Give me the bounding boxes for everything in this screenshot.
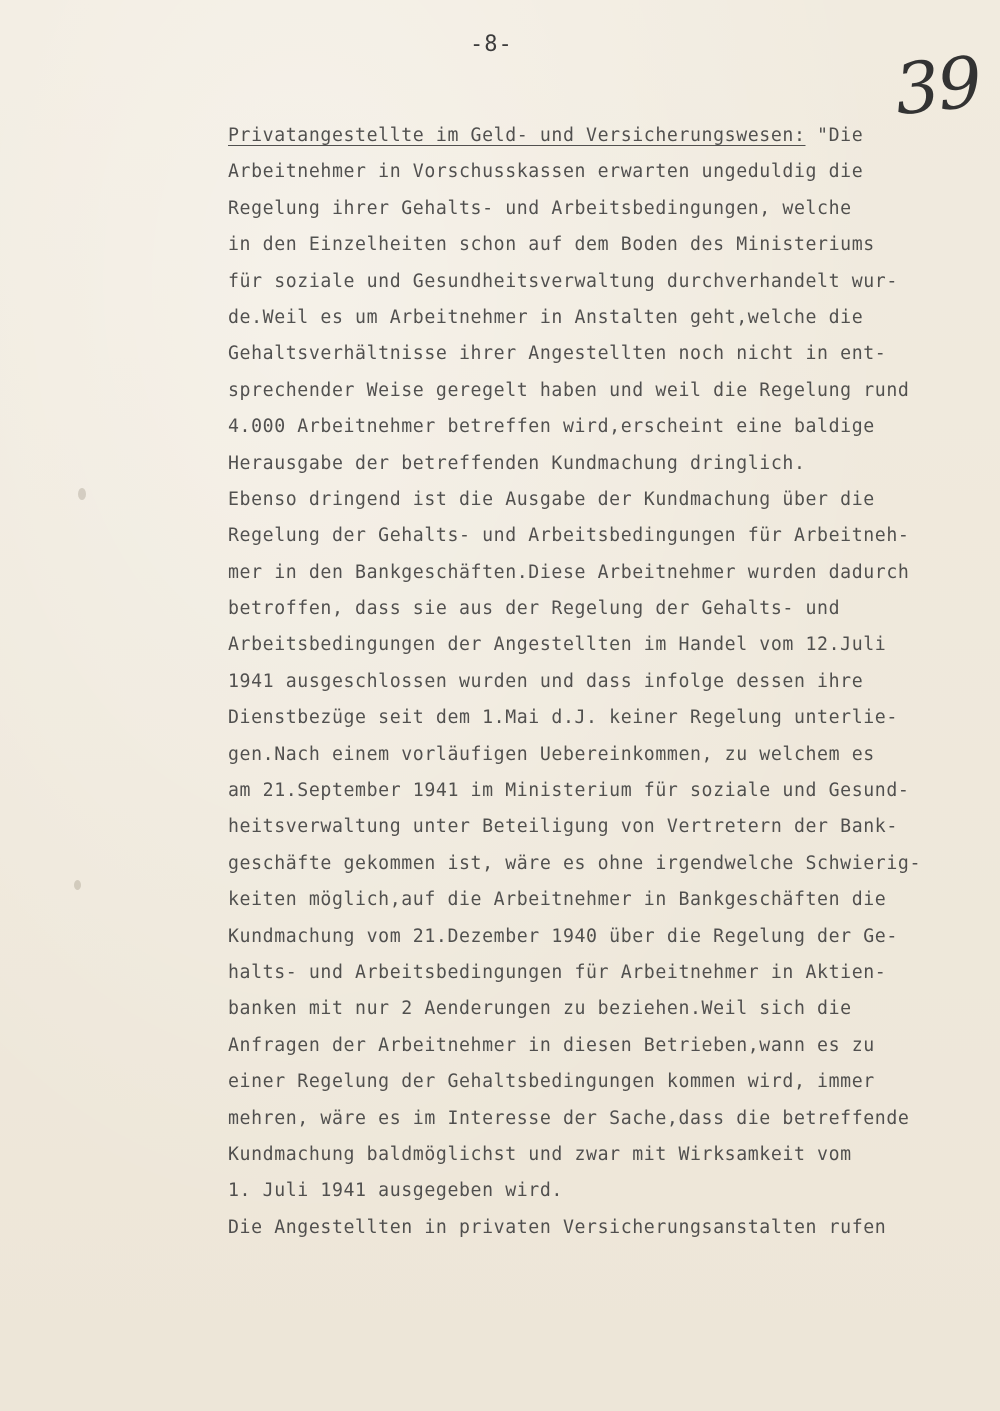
text-line: geschäfte gekommen ist, wäre es ohne irgendwelche Schwierig- [228,852,921,874]
text-line: Regelung ihrer Gehalts- und Arbeitsbedingungen, welche [228,197,852,219]
text-line: Arbeitnehmer in Vorschusskassen erwarten ungeduldig die [228,161,864,183]
text-line: heitsverwaltung unter Beteiligung von Vertretern der Bank- [228,816,898,838]
text-line: mehren, wäre es im Interesse der Sache,dass die betreffende [228,1107,910,1129]
text-line: Ebenso dringend ist die Ausgabe der Kundmachung über die [228,488,875,510]
text-line: halts- und Arbeitsbedingungen für Arbeitnehmer in Aktien- [228,961,887,983]
text-line: 1. Juli 1941 ausgegeben wird. [228,1180,563,1202]
text-line: Herausgabe der betreffenden Kundmachung dringlich. [228,452,806,474]
text-line-content: "Die [805,125,864,146]
paper-smudge [78,488,86,500]
text-line: einer Regelung der Gehaltsbedingungen kommen wird, immer [228,1071,875,1093]
text-line: banken mit nur 2 Aenderungen zu beziehen.Weil sich die [228,998,852,1020]
section-heading: Privatangestellte im Geld- und Versicherungswesen: [228,125,806,146]
text-line: gen.Nach einem vorläufigen Uebereinkommen, zu welchem es [228,743,875,765]
text-line: Dienstbezüge seit dem 1.Mai d.J. keiner Regelung unterlie- [228,707,898,729]
paper-smudge [74,880,81,890]
text-line: 4.000 Arbeitnehmer betreffen wird,erscheint eine baldige [228,416,875,438]
text-line: Arbeitsbedingungen der Angestellten im Handel vom 12.Juli [228,634,887,656]
text-line: betroffen, dass sie aus der Regelung der Gehalts- und [228,598,841,620]
text-line: in den Einzelheiten schon auf dem Boden des Ministeriums [228,234,875,256]
text-line: sprechender Weise geregelt haben und weil die Regelung rund [228,379,910,401]
text-line: 1941 ausgeschlossen wurden und dass infolge dessen ihre [228,670,864,692]
page-number: -8- [470,32,513,57]
text-line [228,118,968,154]
text-line: de.Weil es um Arbeitnehmer in Anstalten geht,welche die [228,306,864,328]
text-line: Kundmachung baldmöglichst und zwar mit Wirksamkeit vom [228,1143,852,1165]
text-line: mer in den Bankgeschäften.Diese Arbeitnehmer wurden dadurch [228,561,910,583]
text-line: am 21.September 1941 im Ministerium für soziale und Gesund- [228,780,910,802]
text-line: Die Angestellten in privaten Versicherungsanstalten rufen [228,1216,887,1238]
text-line: Regelung der Gehalts- und Arbeitsbedingungen für Arbeitneh- [228,525,910,547]
text-line: Gehaltsverhältnisse ihrer Angestellten noch nicht in ent- [228,343,887,365]
text-line: Anfragen der Arbeitnehmer in diesen Betrieben,wann es zu [228,1034,875,1056]
typed-text-body [228,118,968,1246]
text-line: Kundmachung vom 21.Dezember 1940 über die Regelung der Ge- [228,925,898,947]
handwritten-folio-number: 39 [890,40,985,132]
text-line: keiten möglich,auf die Arbeitnehmer in Bankgeschäften die [228,889,887,911]
text-line: für soziale und Gesundheitsverwaltung durchverhandelt wur- [228,270,898,292]
